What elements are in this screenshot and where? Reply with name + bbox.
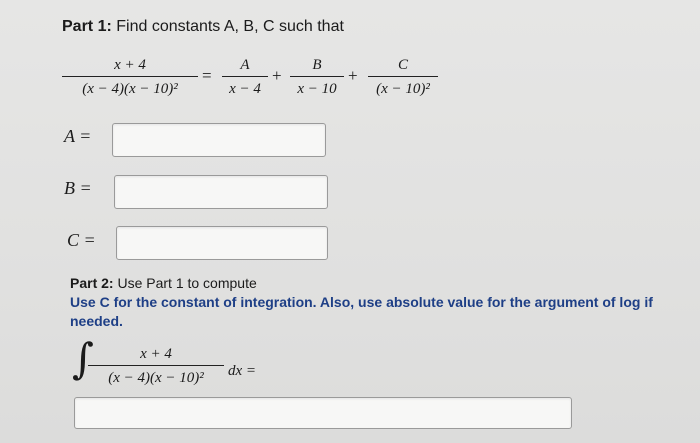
lhs-denominator: (x − 4)(x − 10)² <box>82 81 178 97</box>
part1-label: Part 1: <box>62 18 112 35</box>
integral-answer-input[interactable] <box>74 397 572 429</box>
term-c-denominator: (x − 10)² <box>376 81 430 97</box>
plus-sign: + <box>272 66 282 85</box>
equals-sign: = <box>202 66 212 85</box>
term-b-fraction <box>290 54 344 101</box>
term-a-numerator: A <box>240 57 250 73</box>
answer-b-label: B = <box>64 178 92 198</box>
term-a-fraction <box>222 54 268 101</box>
lhs-fraction <box>62 54 198 101</box>
answer-a-input[interactable] <box>112 123 326 157</box>
term-b-denominator: x − 10 <box>297 81 337 97</box>
part2-instructions: Use C for the constant of integration. Also, use absolute value for the argument of log if needed. <box>70 294 653 329</box>
integrand-denominator: (x − 4)(x − 10)² <box>108 370 204 386</box>
part2-heading <box>70 275 257 291</box>
part2-label: Part 2: <box>70 275 114 291</box>
integrand-fraction <box>88 343 224 390</box>
answer-c-label: C = <box>67 230 96 250</box>
integrand-numerator: x + 4 <box>140 346 172 362</box>
term-a-denominator: x − 4 <box>229 81 261 97</box>
part1-heading <box>62 18 344 36</box>
term-c-fraction <box>368 54 438 101</box>
answer-a-label: A = <box>64 126 92 146</box>
answer-b-input[interactable] <box>114 175 328 209</box>
integral-sign: ∫ <box>72 334 94 383</box>
plus-sign: + <box>348 66 358 85</box>
dx-equals: dx = <box>228 363 257 379</box>
lhs-numerator: x + 4 <box>114 57 146 73</box>
part1-text: Find constants A, B, C such that <box>116 18 344 35</box>
term-c-numerator: C <box>397 57 408 73</box>
term-b-numerator: B <box>312 57 322 73</box>
part2-text: Use Part 1 to compute <box>117 275 257 291</box>
answer-c-input[interactable] <box>116 226 328 260</box>
